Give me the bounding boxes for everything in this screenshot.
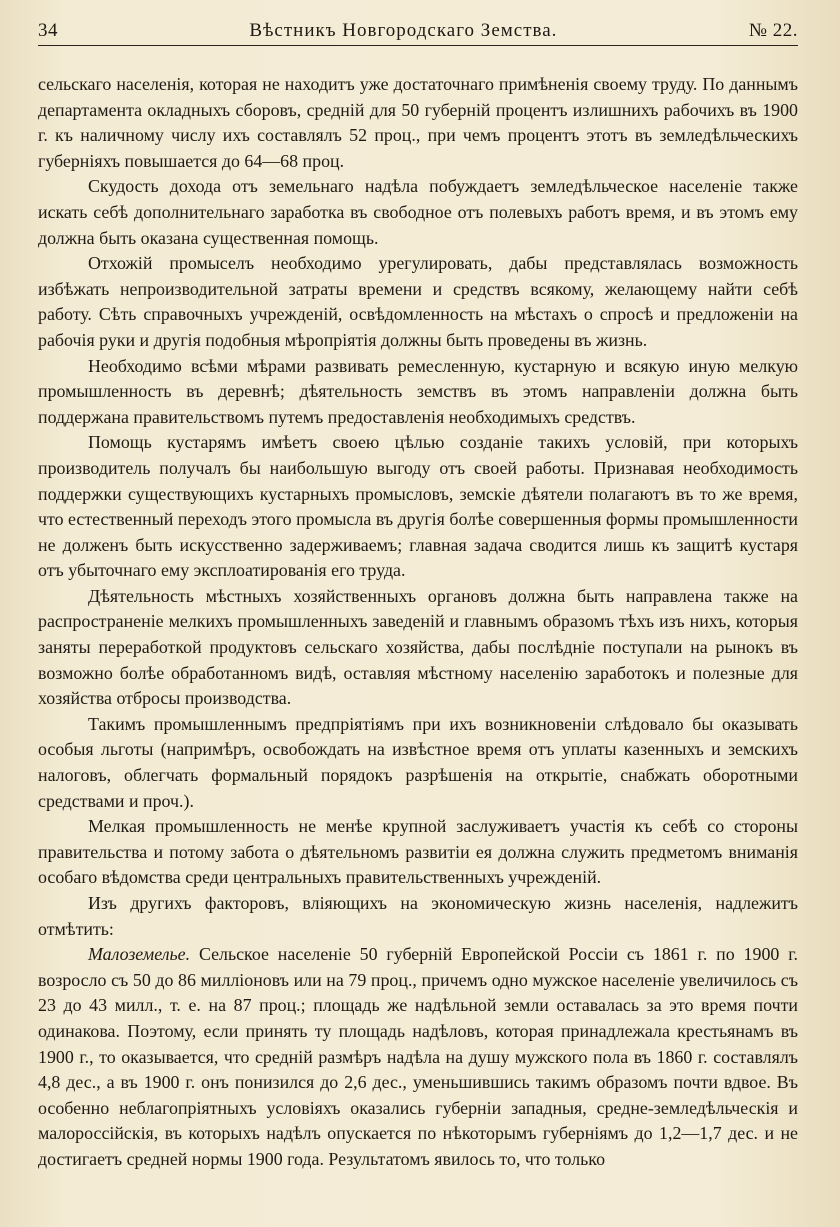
section-lead: Малоземелье. (88, 944, 191, 965)
paragraph: Мелкая промышленность не менѣе крупной заслуживаетъ участія къ себѣ со стороны правительства и потому забота о дѣятельномъ развитіи ея должна служить предметомъ вниманія особаго вѣдомства среди центральныхъ правительственныхъ учрежденій. (38, 816, 798, 888)
paragraph: Дѣятельность мѣстныхъ хозяйственныхъ органовъ должна быть направлена также на распространеніе мелкихъ промышленныхъ заведеній и главнымъ образомъ тѣхъ изъ нихъ, которыя заняты переработкой продуктовъ сельскаго хозяйства, дабы послѣдніе поступали на рынокъ въ возможно болѣе обработанномъ видѣ, оставляя мѣстному населенію заработокъ и полезные для хозяйства отбросы производства. (38, 585, 798, 709)
paragraph: Отхожій промыселъ необходимо урегулировать, дабы представлялась возможность избѣжать непроизводительной затраты времени и средствъ всякому, желающему найти себѣ работу. Сѣть справочныхъ учрежденій, освѣдомленность на мѣстахъ о спросѣ и предложеніи на рабочія руки и другія подобныя мѣропріятія должны быть проведены въ жизнь. (38, 253, 798, 350)
paragraph: Малоземелье. Сельское населеніе 50 губерній Европейской Россіи съ 1861 г. по 1900 г. возросло съ 50 до 86 милліоновъ или на 79 проц., причемъ одно мужское населеніе увеличилось съ 23 до 43 милл., т. е. на 87 проц.; площадь же надѣльной земли оставалась за это время почти одинакова. Поэтому, если принять ту площадь надѣловъ, которая принадлежала крестьянамъ въ 1900 г., то оказывается, что средній размѣръ надѣла на душу мужского пола въ 1860 г. составлялъ 4,8 дес., а въ 1900 г. онъ понизился до 2,6 дес., уменьшившись такимъ образомъ почти вдвое. Въ особенно неблагопріятныхъ условіяхъ оказались губерніи западныя, средне-земледѣльческія и малороссійскія, въ которыхъ надѣлъ опускается по нѣкоторымъ губерніямъ до 1,2—1,7 дес. и не достигаетъ средней нормы 1900 года. Результатомъ явилось то, что только (38, 944, 798, 1169)
page-number: 34 (38, 20, 58, 41)
article-body (38, 72, 798, 1173)
paragraph: Скудость дохода отъ земельнаго надѣла побуждаетъ земледѣльческое населеніе также искать себѣ дополнительнаго заработка въ свободное отъ полевыхъ работъ время, и въ этомъ ему должна быть оказана существенная помощь. (38, 176, 798, 248)
paragraph: Помощь кустарямъ имѣетъ своею цѣлью созданіе такихъ условій, при которыхъ производитель получалъ бы наибольшую выгоду отъ своей работы. Признавая необходимость поддержки существующихъ кустарныхъ промысловъ, земскіе дѣятели полагаютъ въ то же время, что естественный переходъ этого промысла въ другія болѣе совершенныя формы промышленности не долженъ быть искусственно задерживаемъ; главная задача сводится лишь къ защитѣ кустаря отъ убыточнаго ему эксплоатированія его труда. (38, 432, 798, 581)
issue-number: № 22. (748, 20, 798, 41)
paragraph: Необходимо всѣми мѣрами развивать ремесленную, кустарную и всякую иную мелкую промышленность въ деревнѣ; дѣятельность земствъ въ этомъ направленіи должна быть поддержана правительствомъ путемъ предоставленія необходимыхъ средствъ. (38, 355, 798, 427)
paragraph: Такимъ промышленнымъ предпріятіямъ при ихъ возникновеніи слѣдовало бы оказывать особыя льготы (напримѣръ, освобождать на извѣстное время отъ уплаты казенныхъ и земскихъ налоговъ, облегчать формальный порядокъ разрѣшенія на открытіе, снабжать оборотными средствами и проч.). (38, 713, 798, 811)
paragraph: Изъ другихъ факторовъ, вліяющихъ на экономическую жизнь населенія, надлежитъ отмѣтить: (38, 893, 798, 939)
journal-title: Вѣстникъ Новгородскаго Земства. (249, 20, 558, 41)
running-header (38, 20, 798, 46)
paragraph: сельскаго населенія, которая не находитъ уже достаточнаго примѣненія своему труду. По даннымъ департамента окладныхъ сборовъ, средній для 50 губерній процентъ излишнихъ рабочихъ въ 1900 г. къ наличному числу ихъ составлялъ 52 проц., при чемъ процентъ этотъ въ земледѣльческихъ губерніяхъ повышается до 64—68 проц. (38, 74, 798, 171)
